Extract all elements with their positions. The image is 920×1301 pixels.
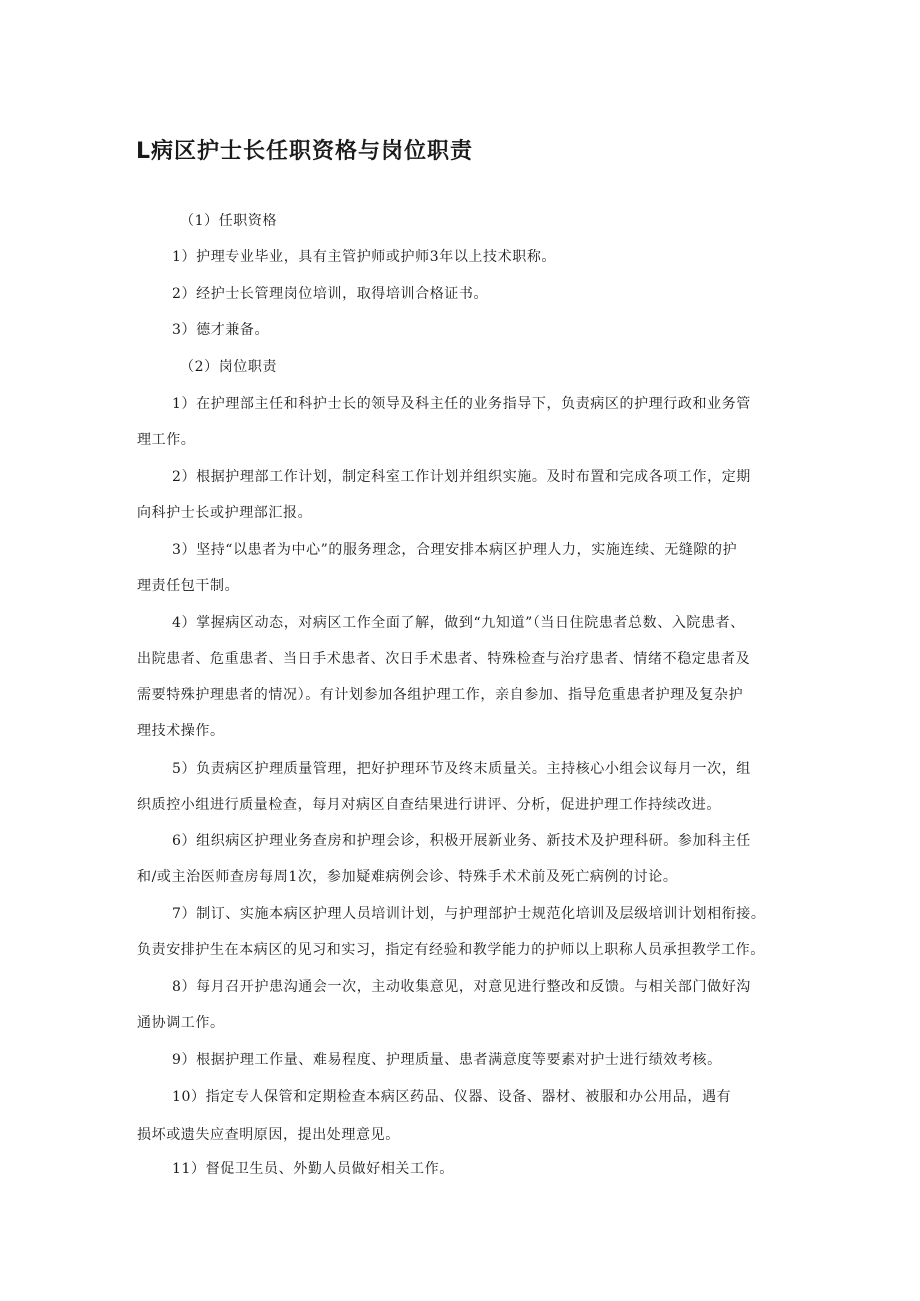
duty-item-3-line-1: 3）坚持“以患者为中心”的服务理念，合理安排本病区护理人力，实施连续、无缝隙的护 (172, 542, 738, 558)
duty-item-6-line-2: 和/或主治医师查房每周1次，参加疑难病例会诊、特殊手术术前及死亡病例的讨论。 (137, 869, 678, 885)
duty-item-2-line-2: 向科护士长或护理部汇报。 (137, 505, 313, 521)
qualifications-heading: （1）任职资格 (180, 213, 278, 229)
duty-item-7-line-1: 7）制订、实施本病区护理人员培训计划，与护理部护士规范化培训及层级培训计划相衔接。 (172, 906, 766, 922)
duty-item-4-line-1: 4）掌握病区动态，对病区工作全面了解，做到“九知道”（当日住院患者总数、入院患者、 (172, 615, 745, 631)
page-title: L病区护士长任职资格与岗位职责 (136, 139, 474, 164)
duty-item-1-line-2: 理工作。 (137, 432, 196, 448)
duty-item-5-line-2: 织质控小组进行质量检查，每月对病区自查结果进行讲评、分析，促进护理工作持续改进。 (137, 797, 721, 813)
qualification-item-3: 3）德才兼备。 (172, 322, 270, 338)
duty-item-11-line-1: 11）督促卫生员、外勤人员做好相关工作。 (172, 1161, 454, 1177)
duty-item-8-line-1: 8）每月召开护患沟通会一次，主动收集意见，对意见进行整改和反馈。与相关部门做好沟 (172, 979, 751, 995)
duty-item-10-line-2: 损坏或遗失应查明原因，提出处理意见。 (137, 1127, 400, 1143)
duty-item-1-line-1: 1）在护理部主任和科护士长的领导及科主任的业务指导下，负责病区的护理行政和业务管 (172, 396, 751, 412)
duty-item-10-line-1: 10）指定专人保管和定期检查本病区药品、仪器、设备、器材、被服和办公用品，遇有 (172, 1089, 732, 1105)
duty-item-4-line-4: 理技术操作。 (137, 723, 225, 739)
qualification-item-1: 1）护理专业毕业，具有主管护师或护师3年以上技术职称。 (172, 249, 557, 265)
qualification-item-2: 2）经护士长管理岗位培训，取得培训合格证书。 (172, 286, 489, 302)
duty-item-4-line-2: 出院患者、危重患者、当日手术患者、次日手术患者、特殊检查与治疗患者、情绪不稳定患者及 (137, 651, 751, 667)
duty-item-2-line-1: 2）根据护理部工作计划，制定科室工作计划并组织实施。及时布置和完成各项工作，定期 (172, 469, 751, 485)
duties-heading: （2）岗位职责 (180, 359, 278, 375)
duty-item-4-line-3: 需要特殊护理患者的情况）。有计划参加各组护理工作，亲自参加、指导危重患者护理及复杂护 (137, 687, 744, 703)
duty-item-9-line-1: 9）根据护理工作量、难易程度、护理质量、患者满意度等要素对护士进行绩效考核。 (172, 1052, 722, 1068)
duty-item-3-line-2: 理责任包干制。 (137, 578, 240, 594)
duty-item-5-line-1: 5）负责病区护理质量管理，把好护理环节及终末质量关。主持核心小组会议每月一次，组 (172, 761, 751, 777)
duty-item-6-line-1: 6）组织病区护理业务查房和护理会诊，积极开展新业务、新技术及护理科研。参加科主任 (172, 833, 751, 849)
duty-item-8-line-2: 通协调工作。 (137, 1015, 225, 1031)
duty-item-7-line-2: 负责安排护生在本病区的见习和实习，指定有经验和教学能力的护师以上职称人员承担教学工作。 (137, 942, 765, 958)
